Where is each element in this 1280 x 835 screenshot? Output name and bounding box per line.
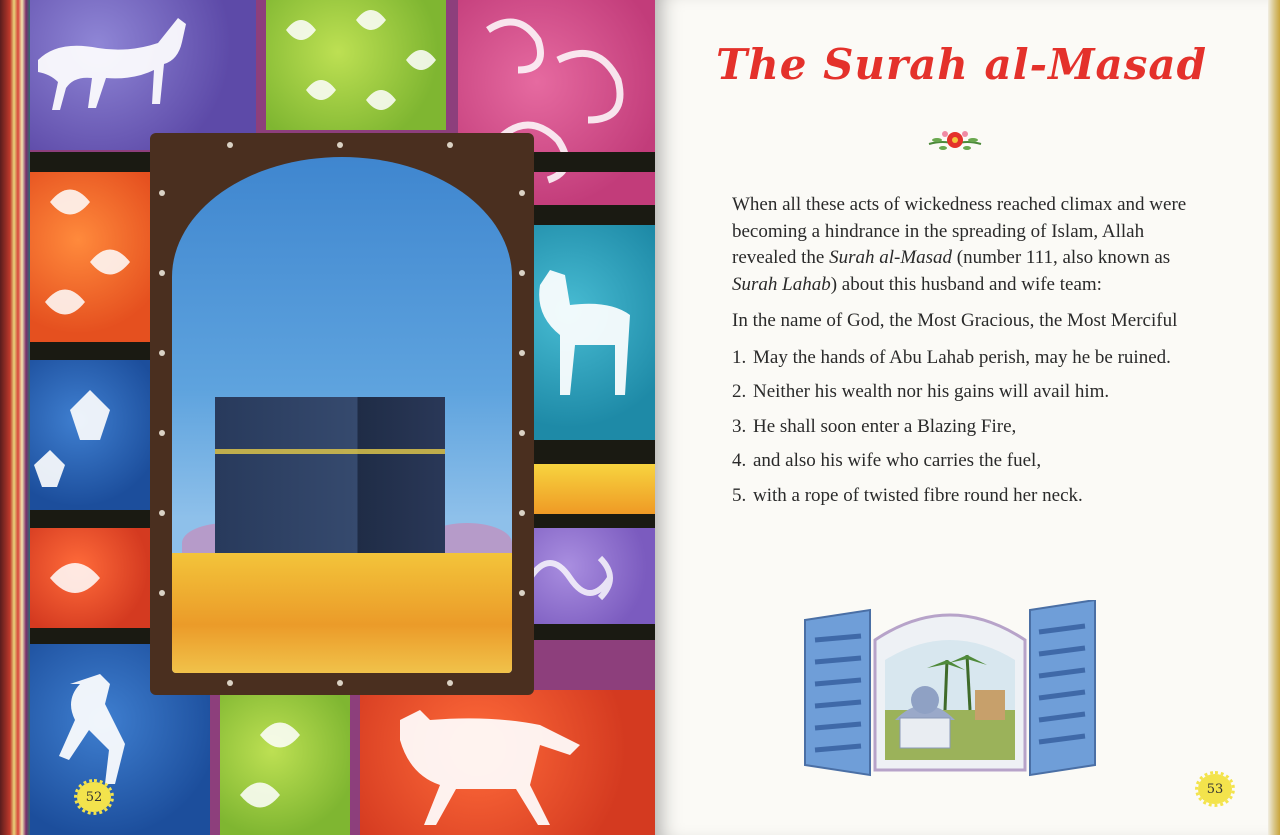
green-leaf-tile [266,0,446,130]
intro-paragraph: When all these acts of wickedness reached climax and were becoming a hindrance in the spreading of Islam, Allah revealed the Surah al-Masad (number 111, also known as Surah Lahab) about this husband and wife team: [732,194,1187,295]
red-leaf-tile [30,528,150,628]
page-number-left: 52 [77,782,111,812]
purple-horse-tile [30,0,256,150]
page-title: The Surah al-Masad [715,40,1208,89]
verse-item: 2. Neither his wealth nor his gains will avail him. [732,381,1110,402]
desert-ground [172,553,512,673]
invocation: In the name of God, the Most Gracious, the Most Merciful [732,310,1178,331]
verse-item: 3. He shall soon enter a Blazing Fire, [732,415,1017,437]
horse-icon [360,690,655,835]
left-page-illustration [30,0,655,835]
right-page [655,0,1268,835]
verse-item: 5. with a rope of twisted fibre round her neck. [732,484,1083,506]
book-spine-edge [0,0,30,835]
decorative-band [30,342,150,360]
book-edge-right [1268,0,1280,835]
verse-item: 4. and also his wife who carries the fuel, [732,450,1042,471]
red-horse-tile [360,690,655,835]
decorative-band [30,510,150,528]
surah-text [732,192,1192,517]
flower-ornament-icon [925,122,985,158]
kaaba-arch-frame [150,133,534,695]
kaaba [215,397,445,577]
decorative-band [30,628,150,644]
verse-item: 1. May the hands of Abu Lahab perish, may he be ruined. [732,346,1171,368]
open-window-illustration [795,600,1105,780]
blue-leaf-tile [30,360,150,510]
orange-leaf-tile [30,172,150,342]
kaaba-scene [172,157,512,673]
page-number-right: 53 [1198,774,1232,804]
horse-icon [30,0,256,150]
green-leaf-tile-bottom [220,695,350,835]
